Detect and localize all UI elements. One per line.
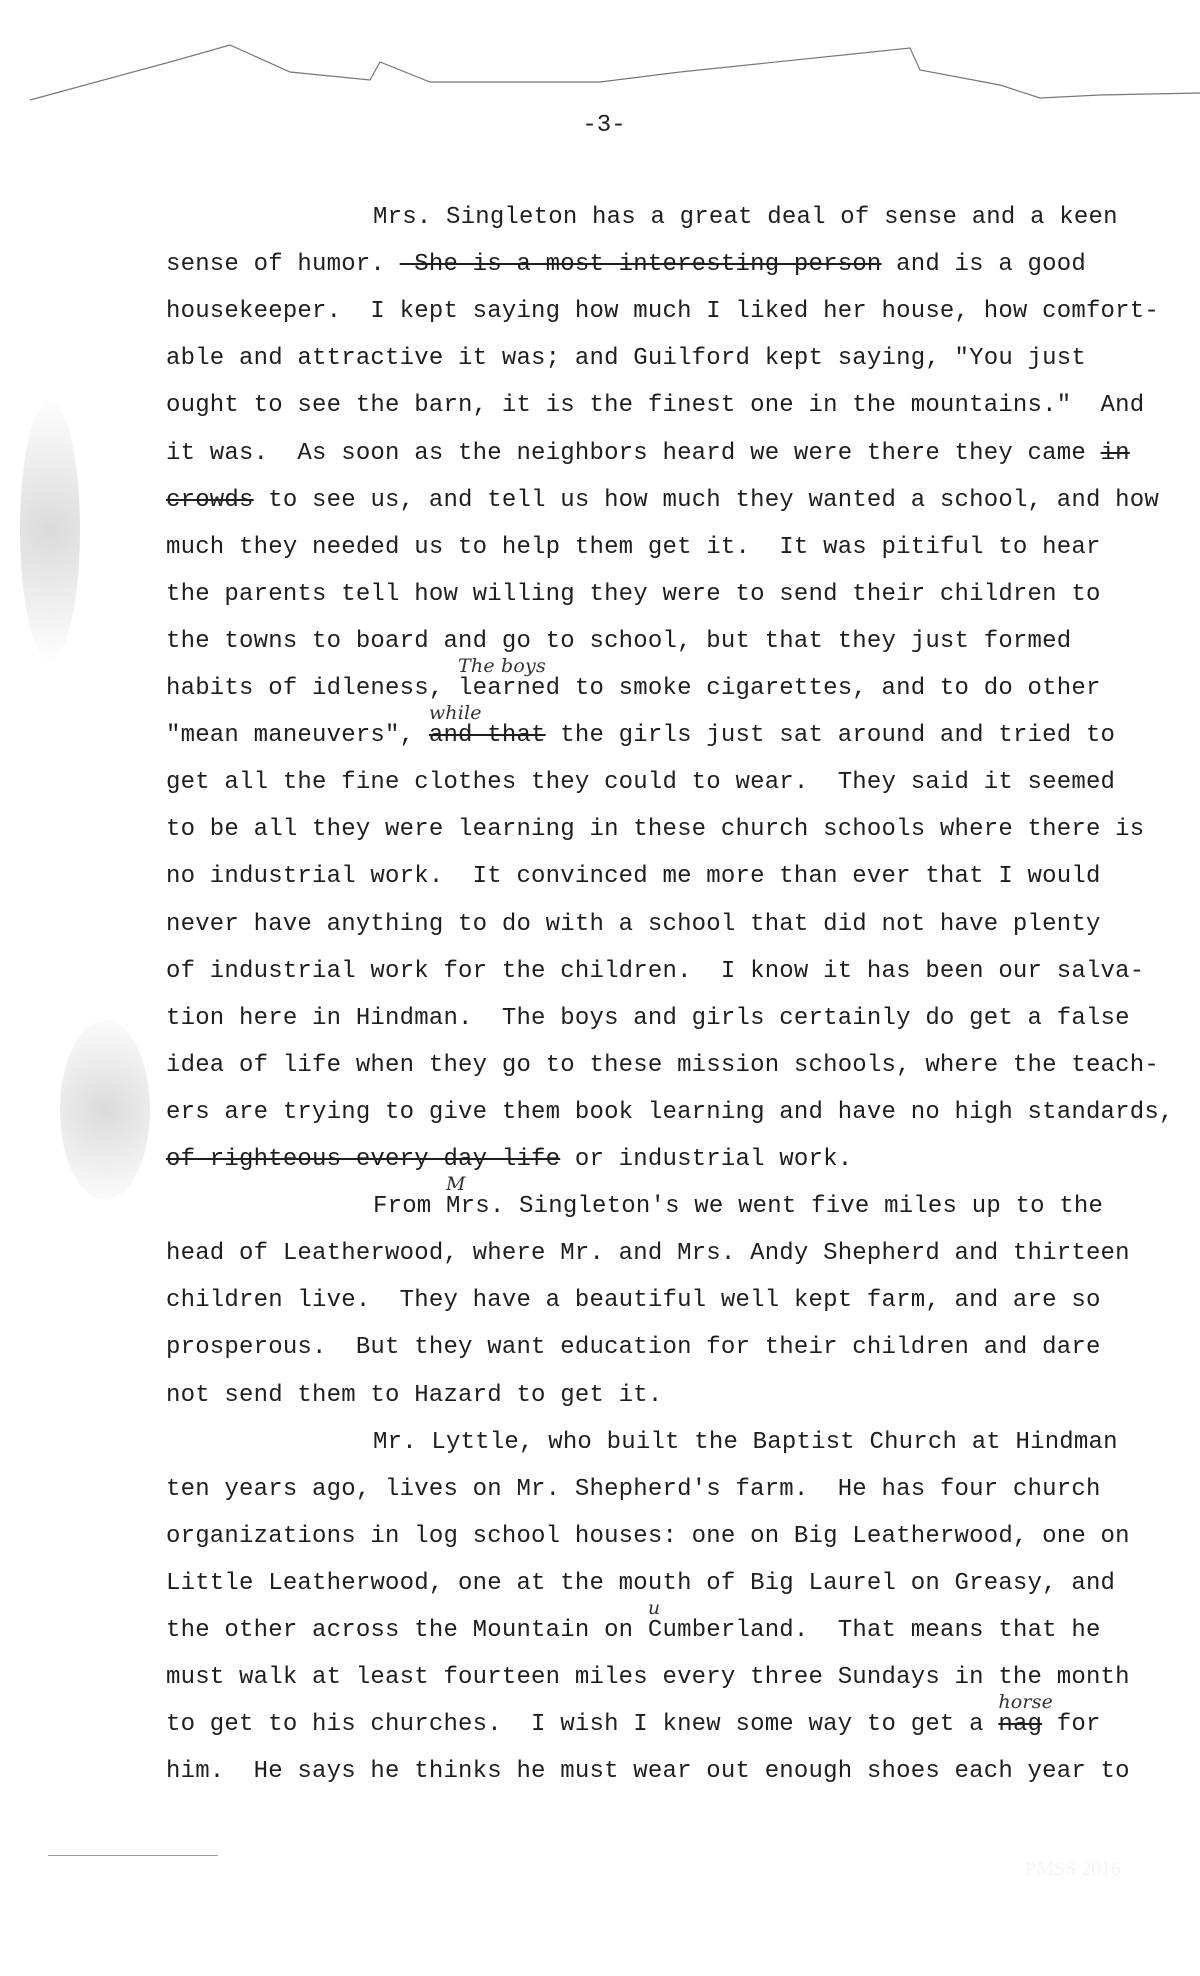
text-segment: Mr. Lyttle, who built the Baptist Church at Hindman — [373, 1428, 1118, 1456]
text-line — [166, 1145, 852, 1175]
handwritten-insertion-anchor — [446, 1173, 505, 1221]
scan-smudge — [20, 400, 80, 660]
handwritten-insertion: while — [428, 702, 482, 725]
text-segment: Mrs. Singleton has a great deal of sense and a keen — [373, 204, 1118, 231]
struck-text: She is a most interesting person — [399, 251, 882, 279]
text-segment: ten years ago, lives on Mr. Shepherd's farm. He has four church — [166, 1475, 1101, 1503]
text-segment: it was. As soon as the neighbors heard we were there they came — [166, 439, 1101, 467]
struck-text: in — [1100, 439, 1130, 467]
handwritten-insertion: horse — [998, 1691, 1054, 1714]
text-segment: much they needed us to help them get it. It was pitiful to hear — [166, 533, 1101, 561]
text-segment: From — [373, 1193, 447, 1221]
struck-text: crowds — [166, 486, 254, 514]
text-segment: get all the fine clothes they could to wear. They said it seemed — [166, 769, 1116, 797]
page-edge-line — [48, 1855, 218, 1856]
handwritten-insertion-anchor — [647, 1597, 809, 1644]
text-line — [166, 655, 1101, 704]
handwritten-insertion-anchor — [998, 1691, 1054, 1739]
text-segment: for — [1042, 1711, 1101, 1739]
text-segment: learned — [458, 675, 561, 702]
text-segment: or industrial work. — [560, 1146, 853, 1173]
text-line — [166, 344, 1086, 374]
text-segment: ought to see the barn, it is the finest one in the mountains." And — [166, 392, 1145, 420]
text-segment: to see us, and tell us how much they wanted a school, and how — [253, 486, 1159, 514]
text-line — [166, 1475, 1101, 1505]
text-line — [166, 1569, 1115, 1599]
text-line — [166, 1522, 1130, 1552]
text-segment: prosperous. But they want education for their children and dare — [166, 1334, 1101, 1362]
text-line — [166, 533, 1101, 563]
text-line — [166, 1333, 1101, 1363]
struck-text: and that — [428, 722, 546, 750]
text-segment: tion here in Hindman. The boys and girls certainly do get a false — [166, 1004, 1130, 1032]
text-line — [166, 1597, 1101, 1646]
watermark: PMSS 2016 — [1025, 1858, 1122, 1880]
text-segment: to smoke cigarettes, and to do other — [560, 675, 1101, 702]
handwritten-insertion-anchor — [428, 702, 546, 750]
text-segment: idea of life when they go to these mission schools, where the teach- — [166, 1051, 1159, 1079]
text-segment: the towns to board and go to school, but that they just formed — [166, 627, 1072, 655]
text-line — [166, 815, 1144, 845]
text-segment: head of Leatherwood, where Mr. and Mrs. Andy Shepherd and thirteen — [166, 1240, 1130, 1268]
scan-smudge — [60, 1020, 150, 1200]
text-segment: the girls just sat around and tried to — [545, 722, 1116, 750]
text-line — [166, 768, 1115, 798]
text-line — [373, 1173, 1104, 1222]
torn-paper-edge — [0, 0, 1200, 110]
text-segment: the parents tell how willing they were to send their children to — [166, 580, 1101, 608]
text-segment: Mrs. — [446, 1193, 505, 1221]
text-segment: children live. They have a beautiful well kept farm, and are so — [166, 1287, 1101, 1315]
struck-text: nag — [998, 1711, 1043, 1739]
text-segment: to get to his churches. I wish I knew some way to get a — [166, 1711, 999, 1739]
text-line — [166, 957, 1144, 987]
text-segment: organizations in log school houses: one on Big Leatherwood, one on — [166, 1522, 1130, 1550]
text-segment: sense of humor. — [166, 251, 400, 279]
handwritten-insertion: The boys — [458, 655, 546, 677]
text-line — [166, 439, 1130, 469]
text-segment: the other across the Mountain on — [166, 1617, 648, 1644]
text-line — [166, 1098, 1174, 1128]
page-number: -3- — [582, 112, 626, 139]
text-line — [166, 1757, 1130, 1787]
text-line — [166, 250, 1086, 280]
text-line — [166, 486, 1159, 516]
text-segment: Cumberland. — [647, 1617, 809, 1644]
text-segment: of industrial work for the children. I know it has been our salva- — [166, 957, 1145, 985]
text-line — [166, 1381, 662, 1411]
text-segment: never have anything to do with a school that did not have plenty — [166, 910, 1101, 938]
text-segment: and is a good — [881, 251, 1086, 279]
text-line — [166, 1239, 1130, 1269]
text-line — [166, 702, 1116, 751]
text-line — [166, 910, 1101, 940]
struck-text: of righteous every day life — [166, 1146, 561, 1173]
text-segment: no industrial work. It convinced me more than ever that I would — [166, 863, 1101, 891]
handwritten-insertion: M — [446, 1173, 466, 1196]
text-segment: ers are trying to give them book learning and have no high standards, — [166, 1098, 1174, 1126]
text-segment: able and attractive it was; and Guilford kept saying, "You just — [166, 345, 1086, 373]
text-line — [166, 391, 1144, 421]
text-segment: not send them to Hazard to get it. — [166, 1381, 663, 1409]
text-segment: him. He says he thinks he must wear out enough shoes each year to — [166, 1758, 1130, 1786]
text-line — [373, 1428, 1118, 1458]
text-line — [373, 203, 1118, 233]
text-line — [166, 862, 1101, 892]
handwritten-insertion: u — [647, 1597, 661, 1619]
text-segment: "mean maneuvers", — [166, 722, 429, 750]
text-line — [166, 627, 1071, 657]
text-line — [166, 1051, 1159, 1081]
text-segment: Singleton's we went five miles up to the — [504, 1193, 1104, 1221]
text-segment: must walk at least fourteen miles every three Sundays in the month — [166, 1664, 1130, 1692]
text-segment: That means that he — [808, 1617, 1101, 1644]
text-segment: habits of idleness, — [166, 675, 459, 702]
text-line — [166, 1286, 1101, 1316]
text-line — [166, 1691, 1101, 1740]
text-line — [166, 1663, 1130, 1693]
text-segment: housekeeper. I kept saying how much I liked her house, how comfort- — [166, 298, 1159, 326]
text-line — [166, 297, 1159, 327]
text-segment: Little Leatherwood, one at the mouth of Big Laurel on Greasy, and — [166, 1569, 1116, 1597]
text-line — [166, 1004, 1130, 1034]
text-line — [166, 580, 1101, 610]
text-segment: to be all they were learning in these church schools where there is — [166, 816, 1145, 844]
